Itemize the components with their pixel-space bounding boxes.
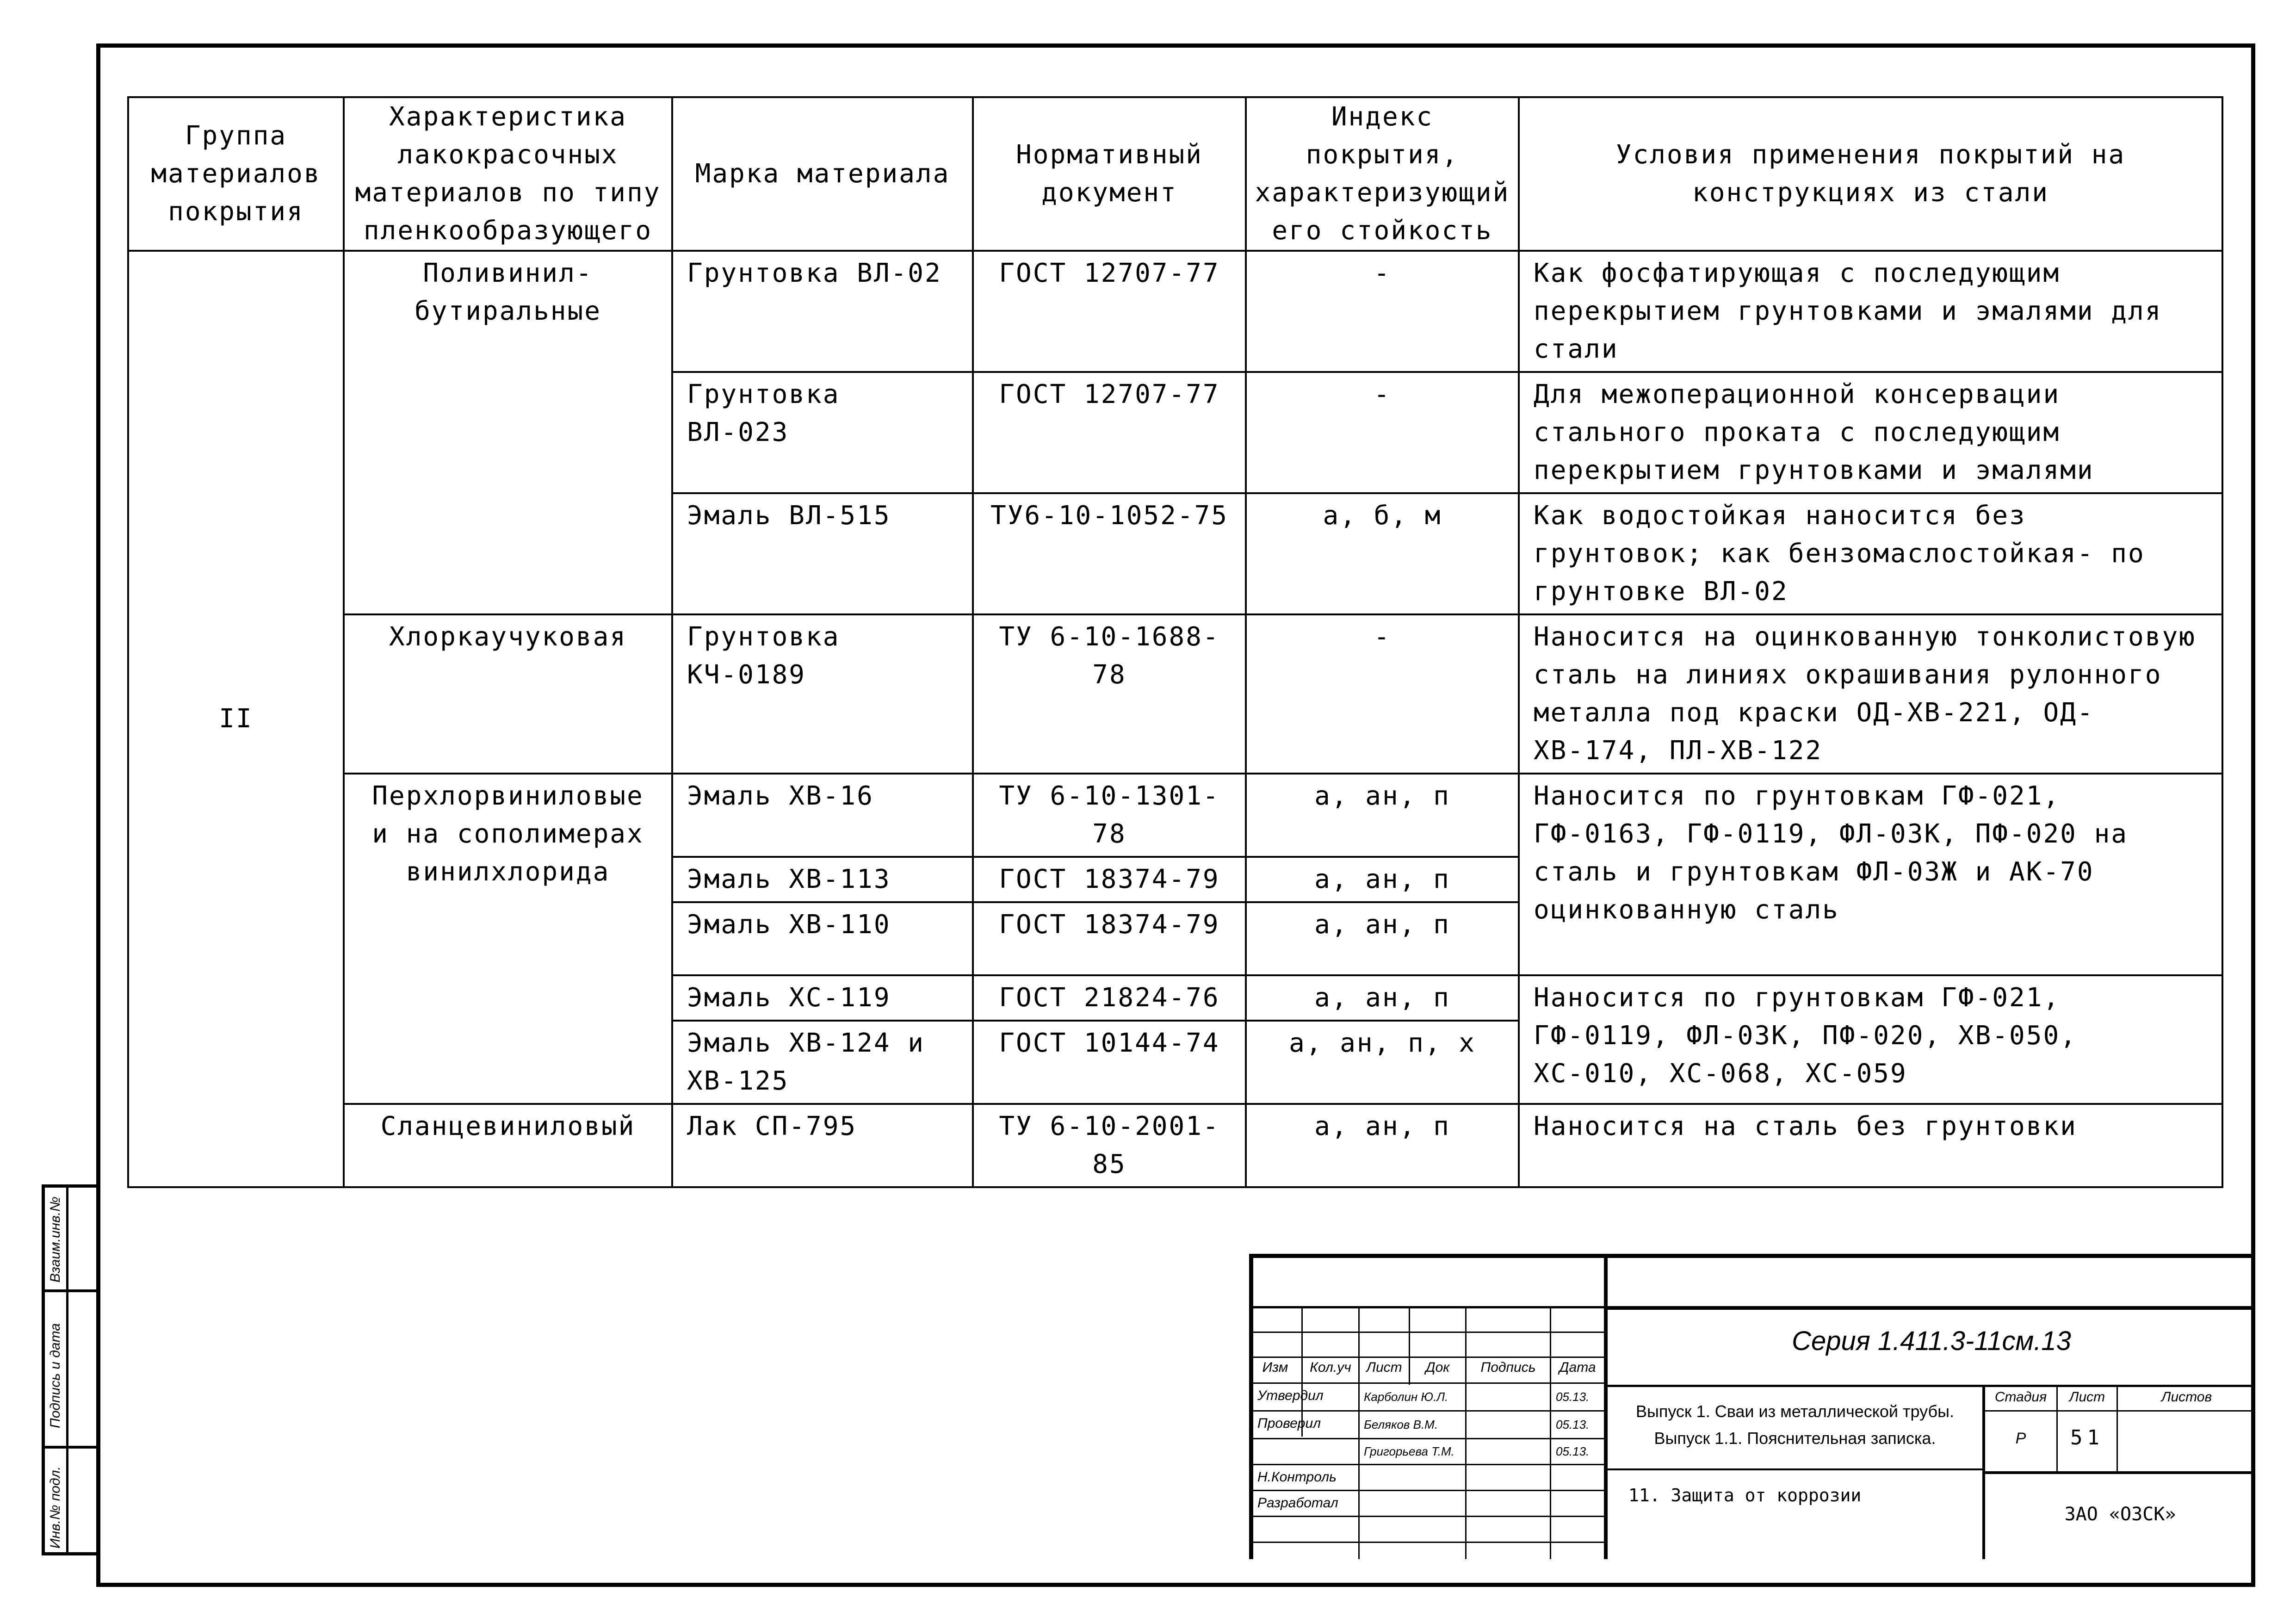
group-cell: II	[128, 251, 344, 1187]
index-cell: -	[1246, 372, 1519, 493]
col-header-signature: Подпись	[1480, 1360, 1536, 1375]
index-cell: а, ан, п	[1246, 774, 1519, 857]
mark-cell: Грунтовка ВЛ-02	[672, 251, 973, 372]
index-cell: -	[1246, 614, 1519, 774]
mark-cell: Грунтовка КЧ-0189	[672, 614, 973, 774]
role-checked: Проверил	[1257, 1416, 1321, 1431]
header-characteristic: Характеристика лакокрасочных материалов по типу пленкообразующего	[344, 97, 672, 251]
doc-cell: ГОСТ 21824-76	[973, 975, 1246, 1021]
col-header-count: Кол.уч	[1310, 1360, 1351, 1375]
doc-cell: ГОСТ 18374-79	[973, 857, 1246, 902]
doc-title-line2: Выпуск 1.1. Пояснительная записка.	[1654, 1429, 1936, 1448]
mark-cell: Эмаль ХВ-124 и ХВ-125	[672, 1021, 973, 1104]
mark-cell: Эмаль ХВ-113	[672, 857, 973, 902]
role-developed: Разработал	[1257, 1495, 1338, 1511]
conditions-cell: Как водостойкая наносится без грунтовок; как бензомаслостойкая- по грунтовке ВЛ-02	[1519, 493, 2222, 614]
conditions-cell: Для межоперационной консервации стального проката с последующим перекрытием грунтовками и эмалями	[1519, 372, 2222, 493]
index-cell: а, ан, п	[1246, 857, 1519, 902]
doc-title-line1: Выпуск 1. Сваи из металлической трубы.	[1635, 1402, 1955, 1421]
doc-cell: ГОСТ 12707-77	[973, 251, 1246, 372]
header-mark: Марка материала	[672, 97, 973, 251]
coatings-table	[127, 96, 2223, 1188]
conditions-cell: Как фосфатирующая с последующим перекрытием грунтовками и эмалями для стали	[1519, 251, 2222, 372]
name-approved: Карболин Ю.Л.	[1364, 1390, 1448, 1404]
doc-cell: ТУ 6-10-1301-78	[973, 774, 1246, 857]
col-header-sheet: Лист	[1366, 1360, 1402, 1375]
table-row	[128, 774, 2222, 857]
header-index: Индекс покрытия, характеризующий его стойкость	[1246, 97, 1519, 251]
sheet-number: 51	[2070, 1426, 2104, 1450]
role-approved: Утвердил	[1257, 1388, 1324, 1403]
characteristic-cell: Поливинил-бутиральные	[344, 251, 672, 614]
index-cell: а, ан, п, х	[1246, 1021, 1519, 1104]
date-extra: 05.13.	[1556, 1444, 1590, 1458]
characteristic-cell: Сланцевиниловый	[344, 1104, 672, 1187]
mark-cell: Лак СП-795	[672, 1104, 973, 1187]
index-cell: -	[1246, 251, 1519, 372]
doc-cell: ГОСТ 12707-77	[973, 372, 1246, 493]
doc-cell: ТУ 6-10-2001-85	[973, 1104, 1246, 1187]
mark-cell: Эмаль ХВ-16	[672, 774, 973, 857]
section-title: 11. Защита от коррозии	[1628, 1485, 1862, 1505]
inv-replacement-label: Взаим.инв.№	[48, 1196, 63, 1282]
characteristic-cell: Перхлорвиниловые и на сополимерах винилхлорида	[344, 774, 672, 1104]
doc-cell: ГОСТ 18374-79	[973, 902, 1246, 975]
mark-cell: Грунтовка ВЛ-023	[672, 372, 973, 493]
doc-cell: ТУ6-10-1052-75	[973, 493, 1246, 614]
side-stamp	[42, 1184, 96, 1555]
name-extra: Григорьева Т.М.	[1364, 1444, 1454, 1458]
sign-date-label: Подпись и дата	[48, 1323, 63, 1428]
doc-cell: ТУ 6-10-1688-78	[973, 614, 1246, 774]
header-normative-doc: Нормативный документ	[973, 97, 1246, 251]
col-header-change: Изм	[1262, 1360, 1288, 1375]
characteristic-cell: Хлоркаучуковая	[344, 614, 672, 774]
stage-label: Стадия	[1994, 1389, 2047, 1405]
table-header-row	[128, 97, 2222, 251]
mark-cell: Эмаль ХВ-110	[672, 902, 973, 975]
name-checked: Беляков В.М.	[1364, 1418, 1438, 1431]
sheets-label: Листов	[2161, 1389, 2212, 1405]
conditions-cell: Наносится по грунтовкам ГФ-021, ГФ-0119, ФЛ-03К, ПФ-020, ХВ-050, ХС-010, ХС-068, ХС-059	[1519, 975, 2222, 1104]
table-row	[128, 251, 2222, 372]
conditions-cell: Наносится на оцинкованную тонколистовую сталь на линиях окрашивания рулонного металла под краски ОД-ХВ-221, ОД-ХВ-174, ПЛ-ХВ-122	[1519, 614, 2222, 774]
mark-cell: Эмаль ХС-119	[672, 975, 973, 1021]
organization: ЗАО «ОЗСК»	[2064, 1504, 2176, 1525]
doc-cell: ГОСТ 10144-74	[973, 1021, 1246, 1104]
stage-value: Р	[2015, 1430, 2026, 1447]
col-header-date: Дата	[1559, 1360, 1596, 1375]
date-approved: 05.13.	[1556, 1390, 1590, 1404]
table-row	[128, 614, 2222, 774]
index-cell: а, ан, п	[1246, 902, 1519, 975]
header-conditions: Условия применения покрытий на конструкциях из стали	[1519, 97, 2222, 251]
series-title: Серия 1.411.3-11см.13	[1792, 1326, 2071, 1356]
title-block	[1249, 1254, 2255, 1559]
index-cell: а, ан, п	[1246, 1104, 1519, 1187]
conditions-cell: Наносится на сталь без грунтовки	[1519, 1104, 2222, 1187]
table-row	[128, 1104, 2222, 1187]
index-cell: а, ан, п	[1246, 975, 1519, 1021]
role-norm-control: Н.Контроль	[1257, 1469, 1337, 1485]
header-group: Группа материалов покрытия	[128, 97, 344, 251]
conditions-cell: Наносится по грунтовкам ГФ-021, ГФ-0163, ГФ-0119, ФЛ-03К, ПФ-020 на сталь и грунтовкам ФЛ-03Ж и АК-70 оцинкованную сталь	[1519, 774, 2222, 975]
sheet-label: Лист	[2069, 1389, 2105, 1405]
date-checked: 05.13.	[1556, 1418, 1590, 1431]
index-cell: а, б, м	[1246, 493, 1519, 614]
col-header-doc: Док	[1425, 1360, 1450, 1375]
mark-cell: Эмаль ВЛ-515	[672, 493, 973, 614]
inv-original-label: Инв.№ подл.	[48, 1466, 63, 1549]
